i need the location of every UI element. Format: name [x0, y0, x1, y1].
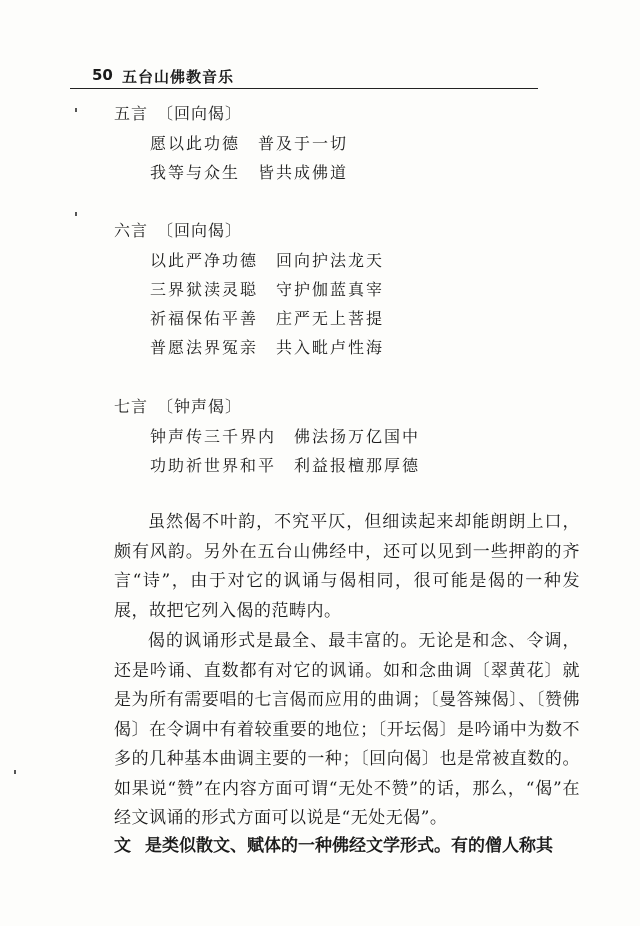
body-paragraph: 偈的讽诵形式是最全、最丰富的。无论是和念、令调，还是吟诵、直数都有对它的讽诵。如和念曲调〔翠黄花〕就是为所有需要唱的七言偈而应用的曲调；〔曼答辣偈〕、〔赞佛偈〕在令调中有着较重要的地位；〔开坛偈〕是吟诵中为数不多的几种基本曲调主要的一种；〔回向偈〕也是常被直数的。如果说“赞”在内容方面可谓“无处不赞”的话，那么，“偈”在经文讽诵的形式方面可以说是“无处无偈”。 [114, 631, 580, 828]
verse-line: 祈福保佑平善 庄严无上菩提 [150, 309, 385, 328]
body-paragraph: 虽然偈不叶韵，不究平仄，但细读起来却能朗朗上口，颇有风韵。另外在五台山佛经中，还可以见到一些押韵的齐言“诗”，由于对它的讽诵与偈相同，很可能是偈的一种发展，故把它列入偈的范畴内。 [114, 512, 580, 621]
verse-line: 钟声传三千界内 佛法扬万亿国中 [150, 427, 421, 446]
running-header [92, 64, 538, 86]
scan-speck [75, 108, 77, 112]
body-paragraph-start [114, 832, 580, 862]
verse-line: 三界狱渎灵聪 守护伽蓝真宰 [150, 280, 385, 299]
header-rule [70, 88, 538, 89]
section-heading-qiyan: 七言 〔钟声偈〕 [114, 397, 243, 416]
section-heading-liuyan: 六言 〔回向偈〕 [114, 221, 243, 240]
scan-speck [75, 212, 77, 216]
verse-line: 我等与众生 皆共成佛道 [150, 163, 349, 182]
bold-term: 文 [114, 836, 131, 856]
verse-line: 功助祈世界和平 利益报檀那厚德 [150, 456, 421, 475]
verse-line: 以此严净功德 回向护法龙天 [150, 251, 385, 270]
paragraph-text: 是类似散文、赋体的一种佛经文学形式。有的僧人称其 [145, 836, 553, 856]
verse-line: 愿以此功德 普及于一切 [150, 134, 349, 153]
verse-line: 普愿法界冤亲 共入毗卢性海 [150, 338, 385, 357]
book-title: 五台山佛教音乐 [122, 68, 235, 86]
section-heading-wuyan: 五言 〔回向偈〕 [114, 104, 243, 123]
page-number: 50 [92, 66, 113, 84]
scan-speck [14, 770, 16, 774]
